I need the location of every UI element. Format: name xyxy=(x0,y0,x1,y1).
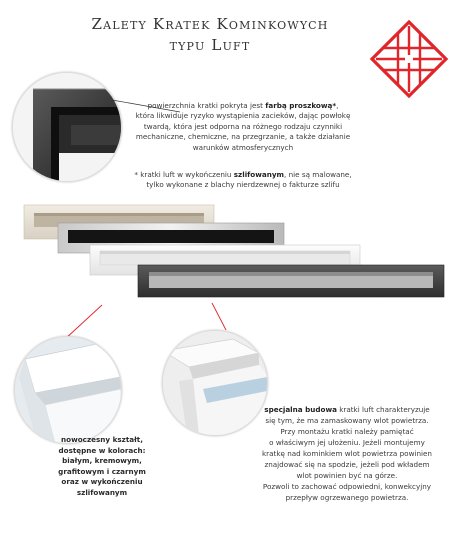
surface-coating-paragraph: powierzchnia kratki pokryta jest farbą proszkową*, która likwiduje ryzyko wystąpienia zacieków, dając powłokę twardą, która jest odporna na różnego rodzaju czynniki mechaniczne, chemiczne, na przegrzanie, a także działanie warunków atmosferycznych xyxy=(135,101,351,152)
modern-shape-colors-note: nowoczesny kształt, dostępne w kolorach: białym, kremowym, grafitowym i czarnym oraz w wykończeniu szlifowanym xyxy=(58,435,146,497)
title-line-2: typu Luft xyxy=(169,36,251,54)
brushed-finish-footnote: * kratki luft w wykończeniu szlifowanym, nie są malowane, tylko wykonane z blachy nierdzewnej o fakturze szlifu xyxy=(134,170,352,190)
title-line-1: Zalety Kratek Kominkowych xyxy=(91,15,329,33)
powder-paint-highlight: farbą proszkową* xyxy=(265,101,337,110)
brushed-highlight: szlifowanym xyxy=(233,170,285,179)
white-grille-shape-photo xyxy=(14,336,122,444)
special-construction-highlight: specjalna budowa xyxy=(264,405,337,414)
special-construction-paragraph: specjalna budowa kratki luft charakteryzuje się tym, że ma zamaskowany wlot powietrza. Przy montażu kratki należy pamiętać o właściwym jej ułożeniu. Jeżeli montujemy kratkę nad kominkiem wlot powietrza powinien znajdować się na spodzie, jeżeli pod wkładem wlot powinien być na górze. Pozwoli to zachować odpowiedni, konwekcyjny przepływ ogrzewanego powietrza. xyxy=(262,405,432,502)
white-grille-profile-icon xyxy=(15,337,121,443)
